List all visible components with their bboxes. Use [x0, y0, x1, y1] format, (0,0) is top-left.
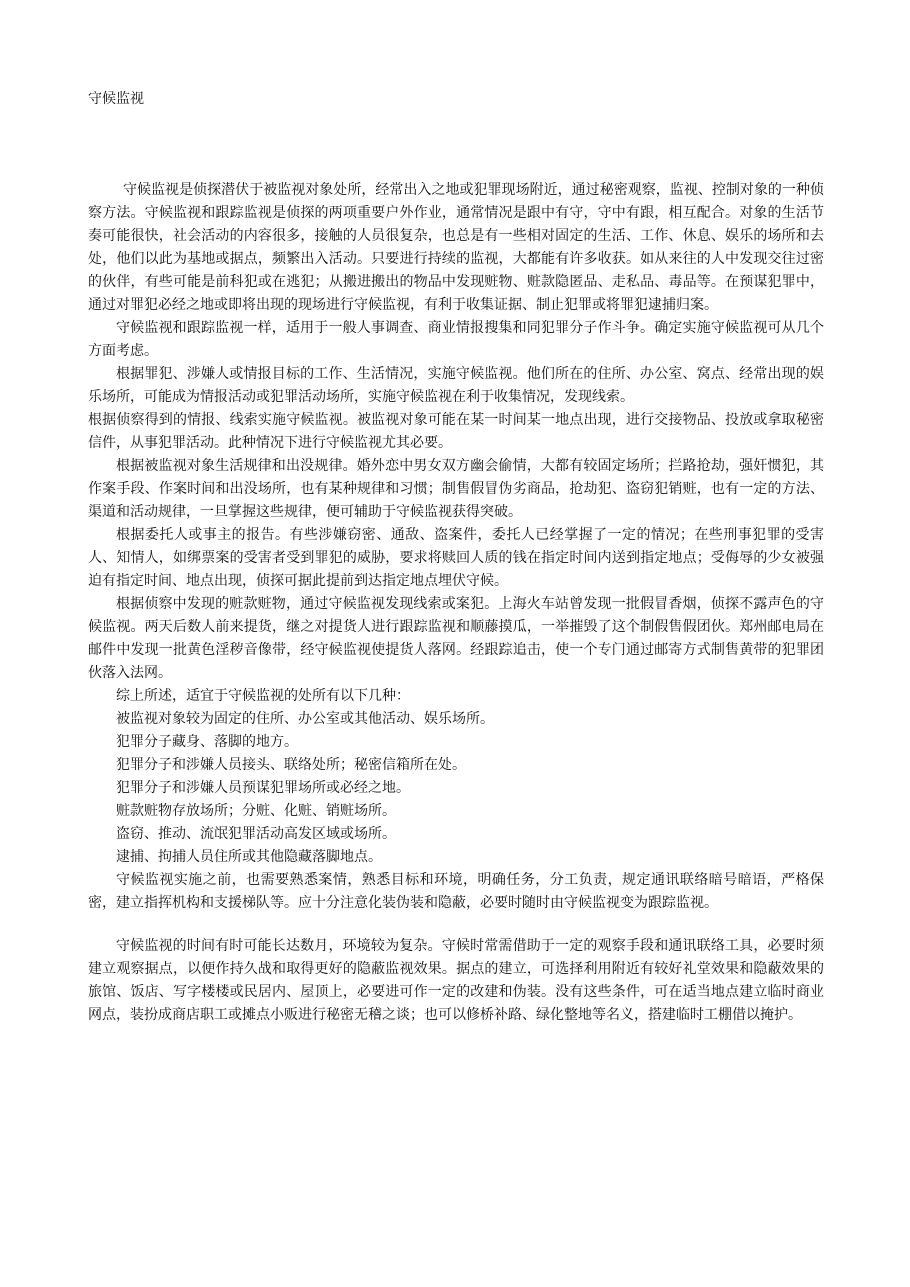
paragraph: 守候监视是侦探潜伏于被监视对象处所，经常出入之地或犯罪现场附近，通过秘密观察，监视、控制对象的一种侦察方法。守候监视和跟踪监视是侦探的两项重要户外作业，通常情况是跟中有守，守中有跟，相互配合。对象的生活节奏可能很快，社会活动的内容很多，接触的人员很复杂，也总是有一些相对固定的生活、工作、休息、娱乐的场所和去处，他们以此为基地或据点，频繁出入活动。只要进行持续的监视，大都能有许多收获。如从来往的人中发现交往过密的伙伴，有些可能是前科犯或在逃犯；从搬进搬出的物品中发现赃物、赃款隐匿品、走私品、毒品等。在预谋犯罪中，通过对罪犯必经之地或即将出现的现场进行守候监视，有利于收集证据、制止犯罪或将罪犯逮捕归案。 — [88, 182, 824, 313]
paragraph-gap — [88, 915, 824, 935]
paragraph: 根据被监视对象生活规律和出没规律。婚外恋中男女双方幽会偷情，大都有较固定场所；拦路抢劫，强奸惯犯，其作案手段、作案时间和出没场所，也有某种规律和习惯；制售假冒伪劣商品，抢劫犯、盗窃犯销赃，也有一定的方法、渠道和活动规律，一旦掌握这些规律，便可辅助于守候监视获得突破。 — [88, 458, 824, 520]
paragraph: 根据侦察得到的情报、线索实施守候监视。被监视对象可能在某一时间某一地点出现，进行交接物品、投放或拿取秘密信件，从事犯罪活动。此种情况下进行守候监视尤其必要。 — [88, 412, 824, 451]
list-item: 犯罪分子藏身、落脚的地方。 — [116, 734, 298, 750]
list-item: 赃款赃物存放场所；分赃、化赃、销赃场所。 — [116, 803, 396, 819]
list-item: 逮捕、拘捕人员住所或其他隐藏落脚地点。 — [116, 849, 382, 865]
list-item: 盗窃、推动、流氓犯罪活动高发区域或场所。 — [116, 826, 396, 842]
closing-paragraph: 守候监视实施之前，也需要熟悉案情，熟悉目标和环境，明确任务，分工负责，规定通讯联络暗号暗语，严格保密，建立指挥机构和支援梯队等。应十分注意化装伪装和隐蔽，必要时随时由守候监视变为跟踪监视。 — [88, 872, 824, 911]
paragraph: 综上所述，适宜于守候监视的处所有以下几种： — [116, 688, 410, 704]
list-item: 被监视对象较为固定的住所、办公室或其他活动、娱乐场所。 — [116, 711, 494, 727]
document-title: 守候监视 — [88, 91, 144, 107]
final-paragraph: 守候监视的时间有时可能长达数月，环境较为复杂。守候时常需借助于一定的观察手段和通讯联络工具，必要时须建立观察据点，以便作持久战和取得更好的隐蔽监视效果。据点的建立，可选择利用附近有较好礼堂效果和隐蔽效果的旅馆、饭店、写字楼楼或民居内、屋顶上，必要进可作一定的改建和伪装。没有这些条件，可在适当地点建立临时商业网点，装扮成商店职工或摊点小贩进行秘密无稽之谈；也可以修桥补路、绿化整地等名义，搭建临时工棚借以掩护。 — [88, 938, 824, 1023]
list-item: 犯罪分子和涉嫌人员接头、联络处所；秘密信箱所在处。 — [116, 757, 466, 773]
paragraph: 根据罪犯、涉嫌人或情报目标的工作、生活情况，实施守候监视。他们所在的住所、办公室、窝点、经常出现的娱乐场所，可能成为情报活动或犯罪活动场所，实施守候监视在利于收集情况，发现线索。 — [88, 366, 824, 405]
paragraph: 根据侦察中发现的赃款赃物，通过守候监视发现线索或案犯。上海火车站曾发现一批假冒香烟，侦探不露声色的守候监视。两天后数人前来提货，继之对提货人进行跟踪监视和顺藤摸瓜，一举摧毁了这个制假售假团伙。郑州邮电局在邮件中发现一批黄色淫秽音像带，经守候监视使提货人落网。经跟踪追击，使一个专门通过邮寄方式制售黄带的犯罪团伙落入法网。 — [88, 596, 824, 681]
document-body — [88, 179, 824, 1027]
paragraph: 根据委托人或事主的报告。有些涉嫌窃密、通敌、盗案件，委托人已经掌握了一定的情况；在些刑事犯罪的受害人、知情人，如绑票案的受害者受到罪犯的威胁，要求将赎回人质的钱在指定时间内送到指定地点；受侮辱的少女被强迫有指定时间、地点出现，侦探可据此提前到达指定地点埋伏守候。 — [88, 527, 824, 589]
paragraph: 守候监视和跟踪监视一样，适用于一般人事调查、商业情报搜集和同犯罪分子作斗争。确定实施守候监视可从几个方面考虑。 — [88, 320, 824, 359]
list-item: 犯罪分子和涉嫌人员预谋犯罪场所或必经之地。 — [116, 780, 410, 796]
